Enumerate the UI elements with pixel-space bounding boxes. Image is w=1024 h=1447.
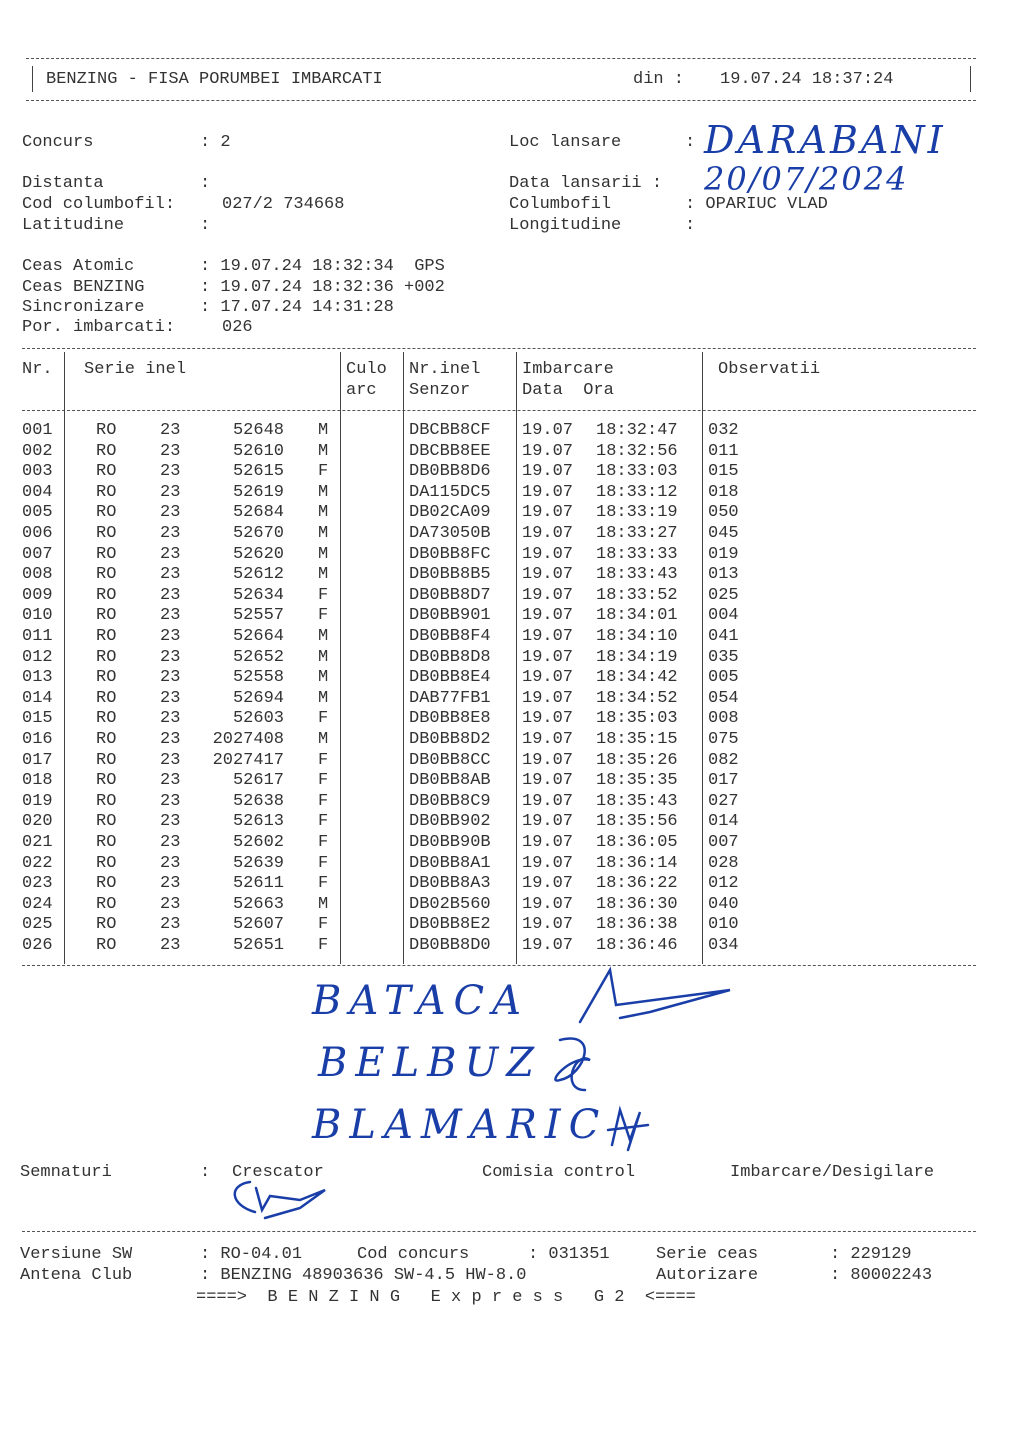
row-time: 18:36:38 — [596, 915, 678, 935]
row-sex: M — [318, 441, 329, 461]
row-date: 19.07 — [522, 936, 574, 955]
crescator-signature-icon — [235, 1182, 325, 1218]
row-year: 23 — [160, 915, 181, 935]
row-country: RO — [96, 565, 117, 585]
row-observatii: 034 — [708, 936, 739, 955]
row-date: 19.07 — [522, 503, 574, 523]
row-ring-number: 52558 — [232, 668, 284, 688]
row-country: RO — [96, 750, 117, 770]
row-observatii: 019 — [708, 544, 739, 564]
handwritten-name-3: BLAMARIC — [312, 1102, 608, 1148]
row-date: 19.07 — [522, 441, 574, 461]
row-sensor: DB0BB8C9 — [409, 791, 491, 811]
row-country: RO — [96, 791, 117, 811]
row-time: 18:36:05 — [596, 833, 678, 852]
row-sensor: DB0BB8E8 — [409, 709, 491, 729]
row-time: 18:36:30 — [596, 894, 678, 914]
row-date: 19.07 — [522, 668, 574, 688]
row-time: 18:33:12 — [596, 482, 678, 502]
row-sensor: DB0BB8D7 — [409, 585, 491, 605]
row-country: RO — [96, 585, 117, 605]
por-imbarcati-label: Por. imbarcati: — [22, 318, 176, 337]
row-ring-number: 2027417 — [212, 750, 284, 770]
row-nr: 018 — [22, 771, 53, 791]
row-country: RO — [96, 482, 117, 502]
row-country: RO — [96, 894, 117, 914]
row-date: 19.07 — [522, 421, 574, 440]
row-sex: M — [318, 668, 329, 688]
columbofil-label: Columbofil — [509, 195, 612, 214]
row-sensor: DB0BB8CC — [409, 750, 491, 770]
row-sex: F — [318, 812, 329, 832]
row-time: 18:35:15 — [596, 730, 678, 749]
row-country: RO — [96, 441, 117, 461]
row-year: 23 — [160, 688, 181, 708]
row-sensor: DBCBB8CF — [409, 421, 491, 440]
row-country: RO — [96, 524, 117, 543]
row-time: 18:33:03 — [596, 462, 678, 482]
row-date: 19.07 — [522, 791, 574, 811]
row-ring-number: 52557 — [232, 606, 284, 626]
row-country: RO — [96, 709, 117, 729]
row-observatii: 005 — [708, 668, 739, 688]
row-date: 19.07 — [522, 853, 574, 873]
row-observatii: 050 — [708, 503, 739, 523]
row-sex: M — [318, 688, 329, 708]
crescator-label: Crescator — [232, 1163, 324, 1182]
cod-concurs-label: Cod concurs — [357, 1245, 470, 1264]
concurs-value: : 2 — [200, 133, 231, 152]
row-sex: M — [318, 565, 329, 585]
row-sex: M — [318, 730, 329, 749]
row-date: 19.07 — [522, 833, 574, 852]
concurs-label: Concurs — [22, 133, 94, 152]
ceas-atomic-value: : 19.07.24 18:32:34 GPS — [200, 257, 445, 276]
row-year: 23 — [160, 544, 181, 564]
row-sex: M — [318, 503, 329, 523]
row-time: 18:35:35 — [596, 771, 678, 791]
row-nr: 002 — [22, 441, 53, 461]
row-sensor: DB0BB8D8 — [409, 647, 491, 667]
row-ring-number: 52617 — [232, 771, 284, 791]
row-time: 18:33:43 — [596, 565, 678, 585]
latitudine-label: Latitudine — [22, 216, 125, 235]
row-sex: M — [318, 544, 329, 564]
antena-club-value: : BENZING 48903636 SW-4.5 HW-8.0 — [200, 1266, 527, 1285]
row-ring-number: 52611 — [232, 874, 284, 894]
row-ring-number: 52607 — [232, 915, 284, 935]
row-nr: 021 — [22, 833, 53, 852]
row-ring-number: 52652 — [232, 647, 284, 667]
benzing-express-banner: ====> B E N Z I N G E x p r e s s G 2 <==== — [196, 1288, 696, 1307]
row-date: 19.07 — [522, 688, 574, 708]
row-year: 23 — [160, 647, 181, 667]
row-country: RO — [96, 627, 117, 646]
row-nr: 014 — [22, 688, 53, 708]
print-date-label: din : — [633, 70, 685, 89]
row-ring-number: 52648 — [232, 421, 284, 440]
row-ring-number: 52620 — [232, 544, 284, 564]
distanta-value: : — [200, 174, 211, 193]
row-ring-number: 52619 — [232, 482, 284, 502]
row-date: 19.07 — [522, 627, 574, 646]
row-nr: 017 — [22, 750, 53, 770]
signature-1-icon — [580, 970, 730, 1022]
row-observatii: 018 — [708, 482, 739, 502]
footer-border — [22, 1231, 976, 1232]
comisia-control-label: Comisia control — [482, 1163, 636, 1182]
row-country: RO — [96, 771, 117, 791]
row-year: 23 — [160, 833, 181, 852]
row-year: 23 — [160, 750, 181, 770]
row-ring-number: 52639 — [232, 853, 284, 873]
th-observatii: Observatii — [718, 360, 821, 379]
row-time: 18:34:01 — [596, 606, 678, 626]
row-date: 19.07 — [522, 915, 574, 935]
signature-2-icon — [555, 1039, 590, 1090]
semnaturi-label: Semnaturi — [20, 1163, 112, 1182]
antena-club-label: Antena Club — [20, 1266, 133, 1285]
row-nr: 022 — [22, 853, 53, 873]
row-year: 23 — [160, 874, 181, 894]
row-sensor: DB0BB8D6 — [409, 462, 491, 482]
row-nr: 015 — [22, 709, 53, 729]
row-time: 18:35:03 — [596, 709, 678, 729]
row-year: 23 — [160, 812, 181, 832]
th-arc: arc — [346, 381, 377, 400]
row-nr: 026 — [22, 936, 53, 955]
columbofil-value: : OPARIUC VLAD — [685, 195, 828, 214]
row-ring-number: 52638 — [232, 791, 284, 811]
row-time: 18:34:19 — [596, 647, 678, 667]
row-observatii: 032 — [708, 421, 739, 440]
row-country: RO — [96, 606, 117, 626]
row-sensor: DAB77FB1 — [409, 688, 491, 708]
row-time: 18:35:56 — [596, 812, 678, 832]
loc-lansare-sep: : — [685, 133, 696, 152]
row-time: 18:35:26 — [596, 750, 678, 770]
row-sex: M — [318, 647, 329, 667]
row-nr: 013 — [22, 668, 53, 688]
row-year: 23 — [160, 565, 181, 585]
row-year: 23 — [160, 936, 181, 955]
row-nr: 020 — [22, 812, 53, 832]
row-time: 18:34:42 — [596, 668, 678, 688]
row-year: 23 — [160, 771, 181, 791]
row-country: RO — [96, 544, 117, 564]
row-year: 23 — [160, 791, 181, 811]
row-observatii: 025 — [708, 585, 739, 605]
row-date: 19.07 — [522, 585, 574, 605]
row-observatii: 007 — [708, 833, 739, 852]
sincronizare-value: : 17.07.24 14:31:28 — [200, 298, 394, 317]
row-nr: 025 — [22, 915, 53, 935]
serie-ceas-value: : 229129 — [830, 1245, 912, 1264]
row-observatii: 027 — [708, 791, 739, 811]
row-ring-number: 52613 — [232, 812, 284, 832]
row-year: 23 — [160, 503, 181, 523]
ceas-benzing-label: Ceas BENZING — [22, 278, 145, 297]
row-time: 18:32:47 — [596, 421, 678, 440]
data-lansarii-handwritten: 20/07/2024 — [704, 160, 909, 198]
row-time: 18:33:27 — [596, 524, 678, 543]
row-sensor: DB0BB8FC — [409, 544, 491, 564]
row-time: 18:32:56 — [596, 441, 678, 461]
row-date: 19.07 — [522, 874, 574, 894]
row-date: 19.07 — [522, 750, 574, 770]
row-date: 19.07 — [522, 482, 574, 502]
row-date: 19.07 — [522, 812, 574, 832]
row-time: 18:35:43 — [596, 791, 678, 811]
row-year: 23 — [160, 853, 181, 873]
row-sex: M — [318, 482, 329, 502]
row-country: RO — [96, 833, 117, 852]
row-sex: F — [318, 915, 329, 935]
th-culoare: Culo — [346, 360, 387, 379]
row-ring-number: 2027408 — [212, 730, 284, 749]
row-ring-number: 52612 — [232, 565, 284, 585]
sincronizare-label: Sincronizare — [22, 298, 145, 317]
signature-3-icon — [608, 1110, 648, 1150]
row-country: RO — [96, 647, 117, 667]
row-ring-number: 52684 — [232, 503, 284, 523]
row-sex: M — [318, 894, 329, 914]
ceas-benzing-value: : 19.07.24 18:32:36 +002 — [200, 278, 445, 297]
row-country: RO — [96, 503, 117, 523]
row-sensor: DB0BB90B — [409, 833, 491, 852]
row-date: 19.07 — [522, 524, 574, 543]
row-year: 23 — [160, 730, 181, 749]
row-country: RO — [96, 688, 117, 708]
row-year: 23 — [160, 441, 181, 461]
row-sex: F — [318, 771, 329, 791]
row-nr: 004 — [22, 482, 53, 502]
cod-concurs-value: : 031351 — [528, 1245, 610, 1264]
row-ring-number: 52651 — [232, 936, 284, 955]
row-ring-number: 52670 — [232, 524, 284, 543]
row-ring-number: 52610 — [232, 441, 284, 461]
handwritten-name-1: BATACA — [312, 978, 529, 1024]
row-nr: 019 — [22, 791, 53, 811]
row-time: 18:33:19 — [596, 503, 678, 523]
row-sensor: DB0BB902 — [409, 812, 491, 832]
row-ring-number: 52694 — [232, 688, 284, 708]
row-country: RO — [96, 915, 117, 935]
row-time: 18:34:52 — [596, 688, 678, 708]
row-nr: 012 — [22, 647, 53, 667]
row-ring-number: 52615 — [232, 462, 284, 482]
row-nr: 011 — [22, 627, 53, 646]
row-date: 19.07 — [522, 606, 574, 626]
row-sensor: DB0BB8B5 — [409, 565, 491, 585]
row-date: 19.07 — [522, 462, 574, 482]
row-sex: F — [318, 606, 329, 626]
row-observatii: 028 — [708, 853, 739, 873]
row-sex: M — [318, 421, 329, 440]
row-date: 19.07 — [522, 709, 574, 729]
row-sex: F — [318, 791, 329, 811]
th-data-ora: Data Ora — [522, 381, 614, 400]
row-ring-number: 52634 — [232, 585, 284, 605]
autorizare-value: : 80002243 — [830, 1266, 933, 1285]
row-observatii: 014 — [708, 812, 739, 832]
row-sensor: DB02B560 — [409, 894, 491, 914]
row-year: 23 — [160, 421, 181, 440]
row-nr: 010 — [22, 606, 53, 626]
serie-ceas-label: Serie ceas — [656, 1245, 759, 1264]
th-nr: Nr. — [22, 360, 53, 379]
row-ring-number: 52663 — [232, 894, 284, 914]
autorizare-label: Autorizare — [656, 1266, 759, 1285]
row-country: RO — [96, 936, 117, 955]
row-date: 19.07 — [522, 771, 574, 791]
row-sensor: DB0BB8E4 — [409, 668, 491, 688]
row-observatii: 013 — [708, 565, 739, 585]
row-year: 23 — [160, 462, 181, 482]
row-year: 23 — [160, 482, 181, 502]
longitudine-value: : — [685, 216, 696, 235]
row-date: 19.07 — [522, 647, 574, 667]
row-nr: 009 — [22, 585, 53, 605]
print-date-value: 19.07.24 18:37:24 — [720, 70, 894, 89]
latitudine-value: : — [200, 216, 211, 235]
th-imbarcare: Imbarcare — [522, 360, 614, 379]
row-year: 23 — [160, 524, 181, 543]
row-observatii: 017 — [708, 771, 739, 791]
th-serie-inel: Serie inel — [84, 360, 187, 379]
row-ring-number: 52603 — [232, 709, 284, 729]
row-observatii: 035 — [708, 647, 739, 667]
row-time: 18:36:22 — [596, 874, 678, 894]
row-sex: F — [318, 833, 329, 852]
row-ring-number: 52664 — [232, 627, 284, 646]
por-imbarcati-value: 026 — [222, 318, 253, 337]
row-sensor: DB0BB8F4 — [409, 627, 491, 646]
row-sensor: DB0BB8E2 — [409, 915, 491, 935]
row-observatii: 012 — [708, 874, 739, 894]
cod-columbofil-label: Cod columbofil: — [22, 195, 176, 214]
loc-lansare-label: Loc lansare — [509, 133, 622, 152]
versiune-sw-value: : RO-04.01 — [200, 1245, 303, 1264]
row-sensor: DB0BB8D2 — [409, 730, 491, 749]
row-observatii: 040 — [708, 894, 739, 914]
row-country: RO — [96, 462, 117, 482]
row-nr: 001 — [22, 421, 53, 440]
row-sensor: DB0BB8A1 — [409, 853, 491, 873]
row-year: 23 — [160, 668, 181, 688]
row-country: RO — [96, 874, 117, 894]
row-sex: F — [318, 462, 329, 482]
row-sensor: DA115DC5 — [409, 482, 491, 502]
row-time: 18:33:33 — [596, 544, 678, 564]
row-observatii: 045 — [708, 524, 739, 543]
row-date: 19.07 — [522, 544, 574, 564]
imbarcare-desigilare-label: Imbarcare/Desigilare — [730, 1163, 935, 1182]
row-observatii: 075 — [708, 730, 739, 749]
row-nr: 005 — [22, 503, 53, 523]
row-date: 19.07 — [522, 894, 574, 914]
row-date: 19.07 — [522, 730, 574, 749]
row-observatii: 015 — [708, 462, 739, 482]
row-observatii: 082 — [708, 750, 739, 770]
row-observatii: 054 — [708, 688, 739, 708]
handwritten-name-2: BELBUZ — [318, 1040, 543, 1086]
ceas-atomic-label: Ceas Atomic — [22, 257, 135, 276]
distanta-label: Distanta — [22, 174, 104, 193]
row-time: 18:33:52 — [596, 585, 678, 605]
row-year: 23 — [160, 585, 181, 605]
row-nr: 007 — [22, 544, 53, 564]
row-country: RO — [96, 730, 117, 749]
longitudine-label: Longitudine — [509, 216, 622, 235]
row-year: 23 — [160, 627, 181, 646]
row-sensor: DB0BB8AB — [409, 771, 491, 791]
row-sex: F — [318, 874, 329, 894]
data-lansarii-label: Data lansarii : — [509, 174, 663, 193]
row-sex: F — [318, 585, 329, 605]
row-observatii: 041 — [708, 627, 739, 646]
row-observatii: 011 — [708, 441, 739, 461]
row-sensor: DB0BB901 — [409, 606, 491, 626]
loc-lansare-handwritten: DARABANI — [704, 118, 946, 162]
row-sensor: DB0BB8D0 — [409, 936, 491, 955]
row-sex: F — [318, 709, 329, 729]
row-country: RO — [96, 421, 117, 440]
row-date: 19.07 — [522, 565, 574, 585]
row-observatii: 010 — [708, 915, 739, 935]
row-time: 18:36:14 — [596, 853, 678, 873]
row-year: 23 — [160, 894, 181, 914]
row-sex: F — [318, 750, 329, 770]
row-nr: 024 — [22, 894, 53, 914]
row-nr: 003 — [22, 462, 53, 482]
row-sex: M — [318, 627, 329, 646]
semnaturi-sep: : — [200, 1163, 211, 1182]
row-year: 23 — [160, 709, 181, 729]
row-sex: F — [318, 936, 329, 955]
row-country: RO — [96, 853, 117, 873]
row-sensor: DA73050B — [409, 524, 491, 543]
page-title: BENZING - FISA PORUMBEI IMBARCATI — [46, 70, 383, 89]
row-country: RO — [96, 812, 117, 832]
row-sensor: DBCBB8EE — [409, 441, 491, 461]
th-nr-inel: Nr.inel — [409, 360, 481, 379]
row-sensor: DB0BB8A3 — [409, 874, 491, 894]
row-ring-number: 52602 — [232, 833, 284, 852]
row-observatii: 004 — [708, 606, 739, 626]
cod-columbofil-value: 027/2 734668 — [222, 195, 345, 214]
row-nr: 008 — [22, 565, 53, 585]
row-nr: 006 — [22, 524, 53, 543]
versiune-sw-label: Versiune SW — [20, 1245, 133, 1264]
row-sensor: DB02CA09 — [409, 503, 491, 523]
row-time: 18:34:10 — [596, 627, 678, 646]
row-time: 18:36:46 — [596, 936, 678, 955]
th-senzor: Senzor — [409, 381, 471, 400]
row-observatii: 008 — [708, 709, 739, 729]
row-sex: F — [318, 853, 329, 873]
row-year: 23 — [160, 606, 181, 626]
row-nr: 016 — [22, 730, 53, 749]
row-sex: M — [318, 524, 329, 543]
row-nr: 023 — [22, 874, 53, 894]
row-country: RO — [96, 668, 117, 688]
